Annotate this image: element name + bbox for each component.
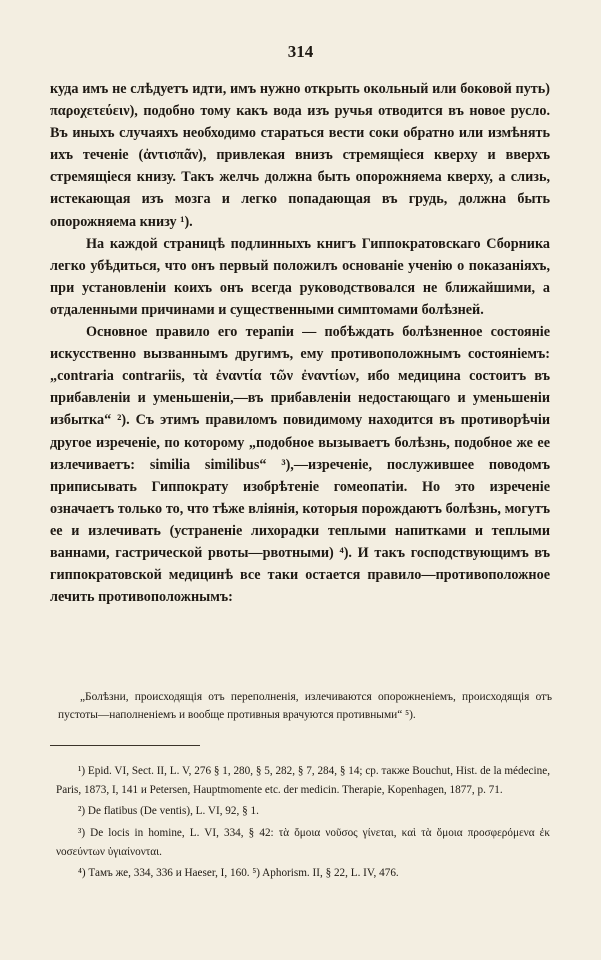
footnote-1: ¹) Epid. VI, Sect. II, L. V, 276 § 1, 280, § 5, 282, § 7, 284, § 14; ср. также Bouchut, Hist. de la médecine, Paris, 1873, I, 141 и Petersen, Hauptmomente etc. der medicin. Therapie, Kopenhagen, 1877, p. 71. xyxy=(56,765,550,797)
footnote-3: ³) De locis in homine, L. VI, 334, § 42: τὰ ὅμοια νοῦσος γίνεται, καὶ τὰ ὅμοια προσφερόμενα ἐκ νοσεύντων ὑγιαίνονται. xyxy=(56,826,550,858)
paragraph-1: куда имъ не слѣдуетъ идти, имъ нужно открыть окольный или боковой путь) παροχετεύειν), подобно тому какъ вода изъ ручья отводится въ новое русло. Въ иныхъ случаяхъ необходимо стараться вести соки обратно или измѣнять ихъ теченіе (ἀντισπᾶν), привлекая внизъ стремящіеся кверху и вверхъ стремящіеся книзу. Такъ желчь должна быть опорожняема кверху, а слизь, истекающая изъ мозга и легко попадающая въ грудь, должна быть опорожняема книзу ¹). xyxy=(50,81,550,230)
paragraph-2: На каждой страницѣ подлинныхъ книгъ Гиппократовскаго Сборника легко убѣдиться, что онъ первый положилъ основаніе ученію о показаніяхъ, при установленіи коихъ онъ всегда руководствовался не ближайшими, а отдаленными причинами и существенными симптомами болѣзней. xyxy=(50,235,550,318)
page-number: 314 xyxy=(287,42,314,61)
footnote-divider xyxy=(50,745,200,746)
quotation-text: „Болѣзни, происходящія отъ переполненія, излечиваются опорожненіемъ, происходящія отъ пустоты—наполненіемъ и вообще противныя врачуются противными“ ⁵). xyxy=(58,691,552,721)
footnote-4-5: ⁴) Тамъ же, 334, 336 и Haeser, I, 160. ⁵) Aphorism. II, § 22, L. IV, 476. xyxy=(78,867,399,880)
quotation-block xyxy=(58,688,552,724)
footnote-2: ²) De flatibus (De ventis), L. VI, 92, § 1. xyxy=(78,805,259,818)
main-text xyxy=(50,78,550,608)
paragraph-3: Основное правило его терапіи — побѣждать болѣзненное состояніе искусственно вызваннымъ другимъ, ему противоположнымъ состояніемъ: „contraria contrariis, τὰ ἐναντία τῶν ἐναντίων, ибо медицина состоитъ въ прибавленіи и уменьшеніи,—въ прибавленіи недостающаго и уменьшеніи избытка“ ²). Съ этимъ правиломъ повидимому находится въ противорѣчіи другое изреченіе, по которому „подобное вызываетъ болѣзнь, подобное же ее излечиваетъ: similia similibus“ ³),—изреченіе, послужившее поводомъ приписывать Гиппократу изобрѣтеніе гомеопатіи. Но это изреченіе означаетъ только то, что тѣже вліянія, которыя порождаютъ болѣзнь, могутъ ее и излечивать (устраненіе лихорадки теплыми напитками и теплыми ваннами, гастрической рвоты—рвотными) ⁴). И такъ господствующимъ въ гиппократовской медицинѣ все таки остается правило—противоположное лечить противоположнымъ: xyxy=(50,324,550,606)
footnotes xyxy=(56,762,550,885)
